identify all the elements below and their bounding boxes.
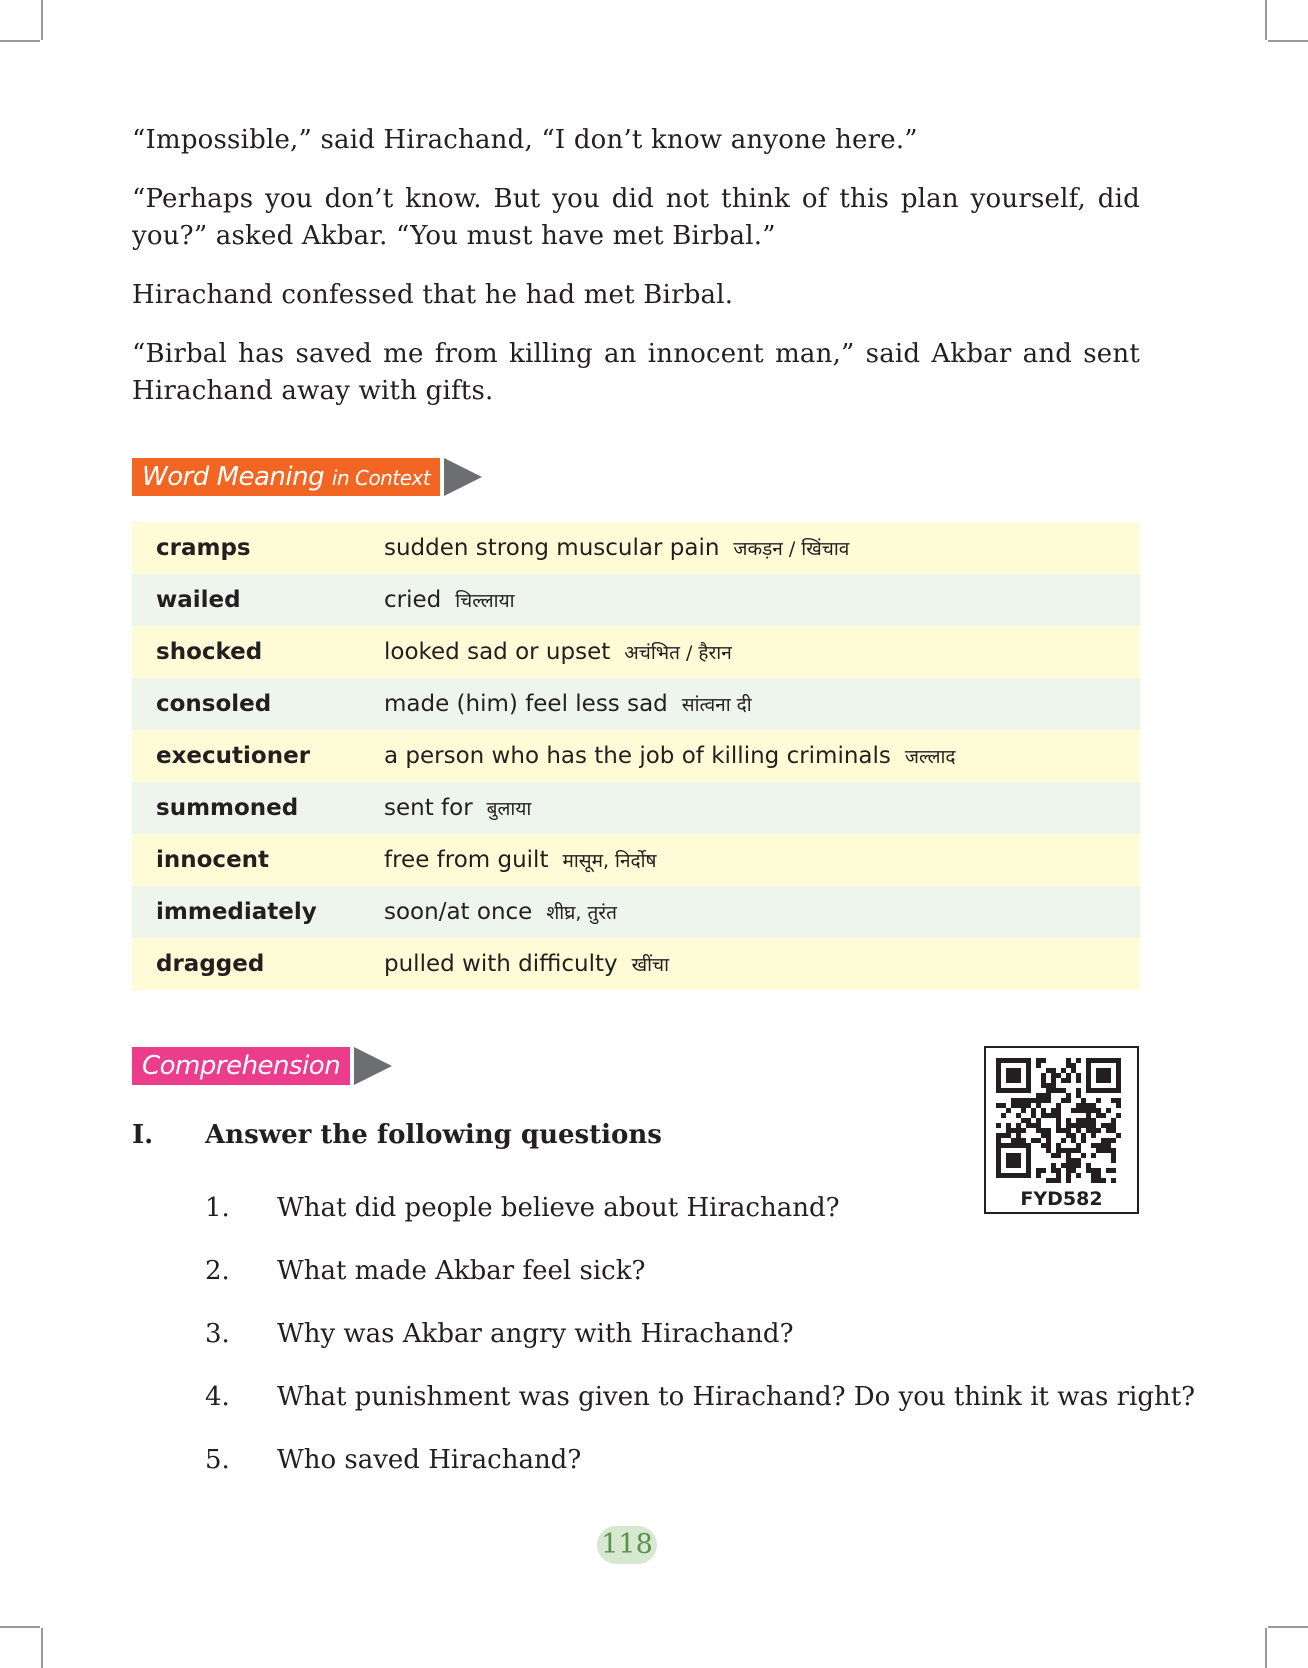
glossary-row (132, 938, 1140, 990)
story-paragraph: “Birbal has saved me from killing an innocent man,” said Akbar and sent Hirachand away with gifts. (132, 339, 1140, 406)
story-paragraph: “Perhaps you don’t know. But you did not think of this plan yourself, did you?” asked Akbar. “You must have met Birbal.” (132, 184, 1140, 251)
meaning-text: looked sad or upset (384, 639, 611, 665)
crop-mark (1265, 0, 1267, 40)
question-section-heading (132, 1120, 662, 1150)
question-item (205, 1445, 1195, 1508)
word-meaning-subtitle: in Context (331, 466, 431, 490)
meaning-text: cried (384, 587, 442, 613)
hindi-meaning: शीघ्र, तुरंत (546, 902, 617, 924)
meaning-text: sent for (384, 795, 473, 821)
crop-mark (0, 40, 40, 42)
question-text: Who saved Hirachand? (277, 1445, 582, 1475)
word-meaning-title: Word Meaning (142, 462, 325, 492)
glossary-word: shocked (156, 639, 263, 665)
story-paragraph: Hirachand confessed that he had met Birbal. (132, 280, 734, 310)
comprehension-title: Comprehension (142, 1051, 341, 1081)
question-item (205, 1382, 1195, 1445)
hindi-meaning: खींचा (631, 954, 670, 976)
glossary-table (132, 522, 1140, 990)
glossary-row (132, 834, 1140, 886)
question-text: What did people believe about Hirachand? (277, 1193, 840, 1223)
glossary-meaning (384, 795, 1140, 821)
glossary-row (132, 782, 1140, 834)
question-number: 4. (205, 1382, 230, 1412)
hindi-meaning: चिल्लाया (455, 590, 515, 612)
hindi-meaning: अचंभित / हैरान (624, 642, 732, 664)
glossary-meaning (384, 899, 1140, 925)
crop-mark (0, 1626, 40, 1628)
glossary-meaning (384, 951, 1140, 977)
hindi-meaning: जकड़न / खिंचाव (733, 538, 850, 560)
meaning-text: free from guilt (384, 847, 549, 873)
meaning-text: sudden strong muscular pain (384, 535, 720, 561)
qr-code-icon (996, 1058, 1128, 1184)
arrow-icon (354, 1047, 392, 1085)
question-text: What made Akbar feel sick? (277, 1256, 646, 1286)
question-item (205, 1319, 1195, 1382)
question-item (205, 1193, 1195, 1256)
crop-mark (1268, 40, 1308, 42)
arrow-icon (444, 458, 482, 496)
section-title: Answer the following questions (205, 1120, 662, 1150)
page-number: 118 (597, 1526, 657, 1564)
hindi-meaning: सांत्वना दी (681, 694, 752, 716)
glossary-meaning (384, 535, 1140, 561)
question-item (205, 1256, 1195, 1319)
hindi-meaning: मासूम, निर्दोष (562, 850, 657, 872)
word-meaning-tag (132, 458, 440, 496)
qr-code-label: FYD582 (1020, 1188, 1103, 1210)
hindi-meaning: बुलाया (486, 798, 532, 820)
meaning-text: made (him) feel less sad (384, 691, 668, 717)
glossary-word: innocent (156, 847, 270, 873)
glossary-row (132, 522, 1140, 574)
question-text: What punishment was given to Hirachand? Do you think it was right? (277, 1382, 1196, 1412)
question-number: 3. (205, 1319, 230, 1349)
glossary-row (132, 678, 1140, 730)
question-number: 2. (205, 1256, 230, 1286)
glossary-meaning (384, 639, 1140, 665)
glossary-meaning (384, 847, 1140, 873)
story-paragraph: “Impossible,” said Hirachand, “I don’t know anyone here.” (132, 125, 918, 155)
hindi-meaning: जल्लाद (904, 746, 956, 768)
crop-mark (1268, 1626, 1308, 1628)
glossary-row (132, 574, 1140, 626)
meaning-text: pulled with difficulty (384, 951, 618, 977)
crop-mark (1265, 1628, 1267, 1668)
glossary-word: immediately (156, 899, 317, 925)
meaning-text: a person who has the job of killing criminals (384, 743, 891, 769)
question-text: Why was Akbar angry with Hirachand? (277, 1319, 794, 1349)
glossary-word: dragged (156, 951, 265, 977)
qr-code[interactable] (984, 1046, 1139, 1214)
glossary-meaning (384, 587, 1140, 613)
question-list (205, 1193, 1195, 1508)
section-number: I. (132, 1120, 154, 1150)
crop-mark (41, 0, 43, 40)
glossary-word: executioner (156, 743, 311, 769)
question-number: 1. (205, 1193, 230, 1223)
glossary-word: consoled (156, 691, 272, 717)
glossary-word: wailed (156, 587, 241, 613)
word-meaning-heading (132, 458, 482, 496)
glossary-meaning (384, 691, 1140, 717)
comprehension-heading (132, 1047, 392, 1085)
glossary-row (132, 730, 1140, 782)
glossary-meaning (384, 743, 1140, 769)
meaning-text: soon/at once (384, 899, 533, 925)
crop-mark (41, 1628, 43, 1668)
glossary-word: cramps (156, 535, 251, 561)
glossary-row (132, 886, 1140, 938)
story-text (132, 122, 1140, 432)
glossary-word: summoned (156, 795, 299, 821)
question-number: 5. (205, 1445, 230, 1475)
glossary-row (132, 626, 1140, 678)
comprehension-tag (132, 1047, 350, 1085)
